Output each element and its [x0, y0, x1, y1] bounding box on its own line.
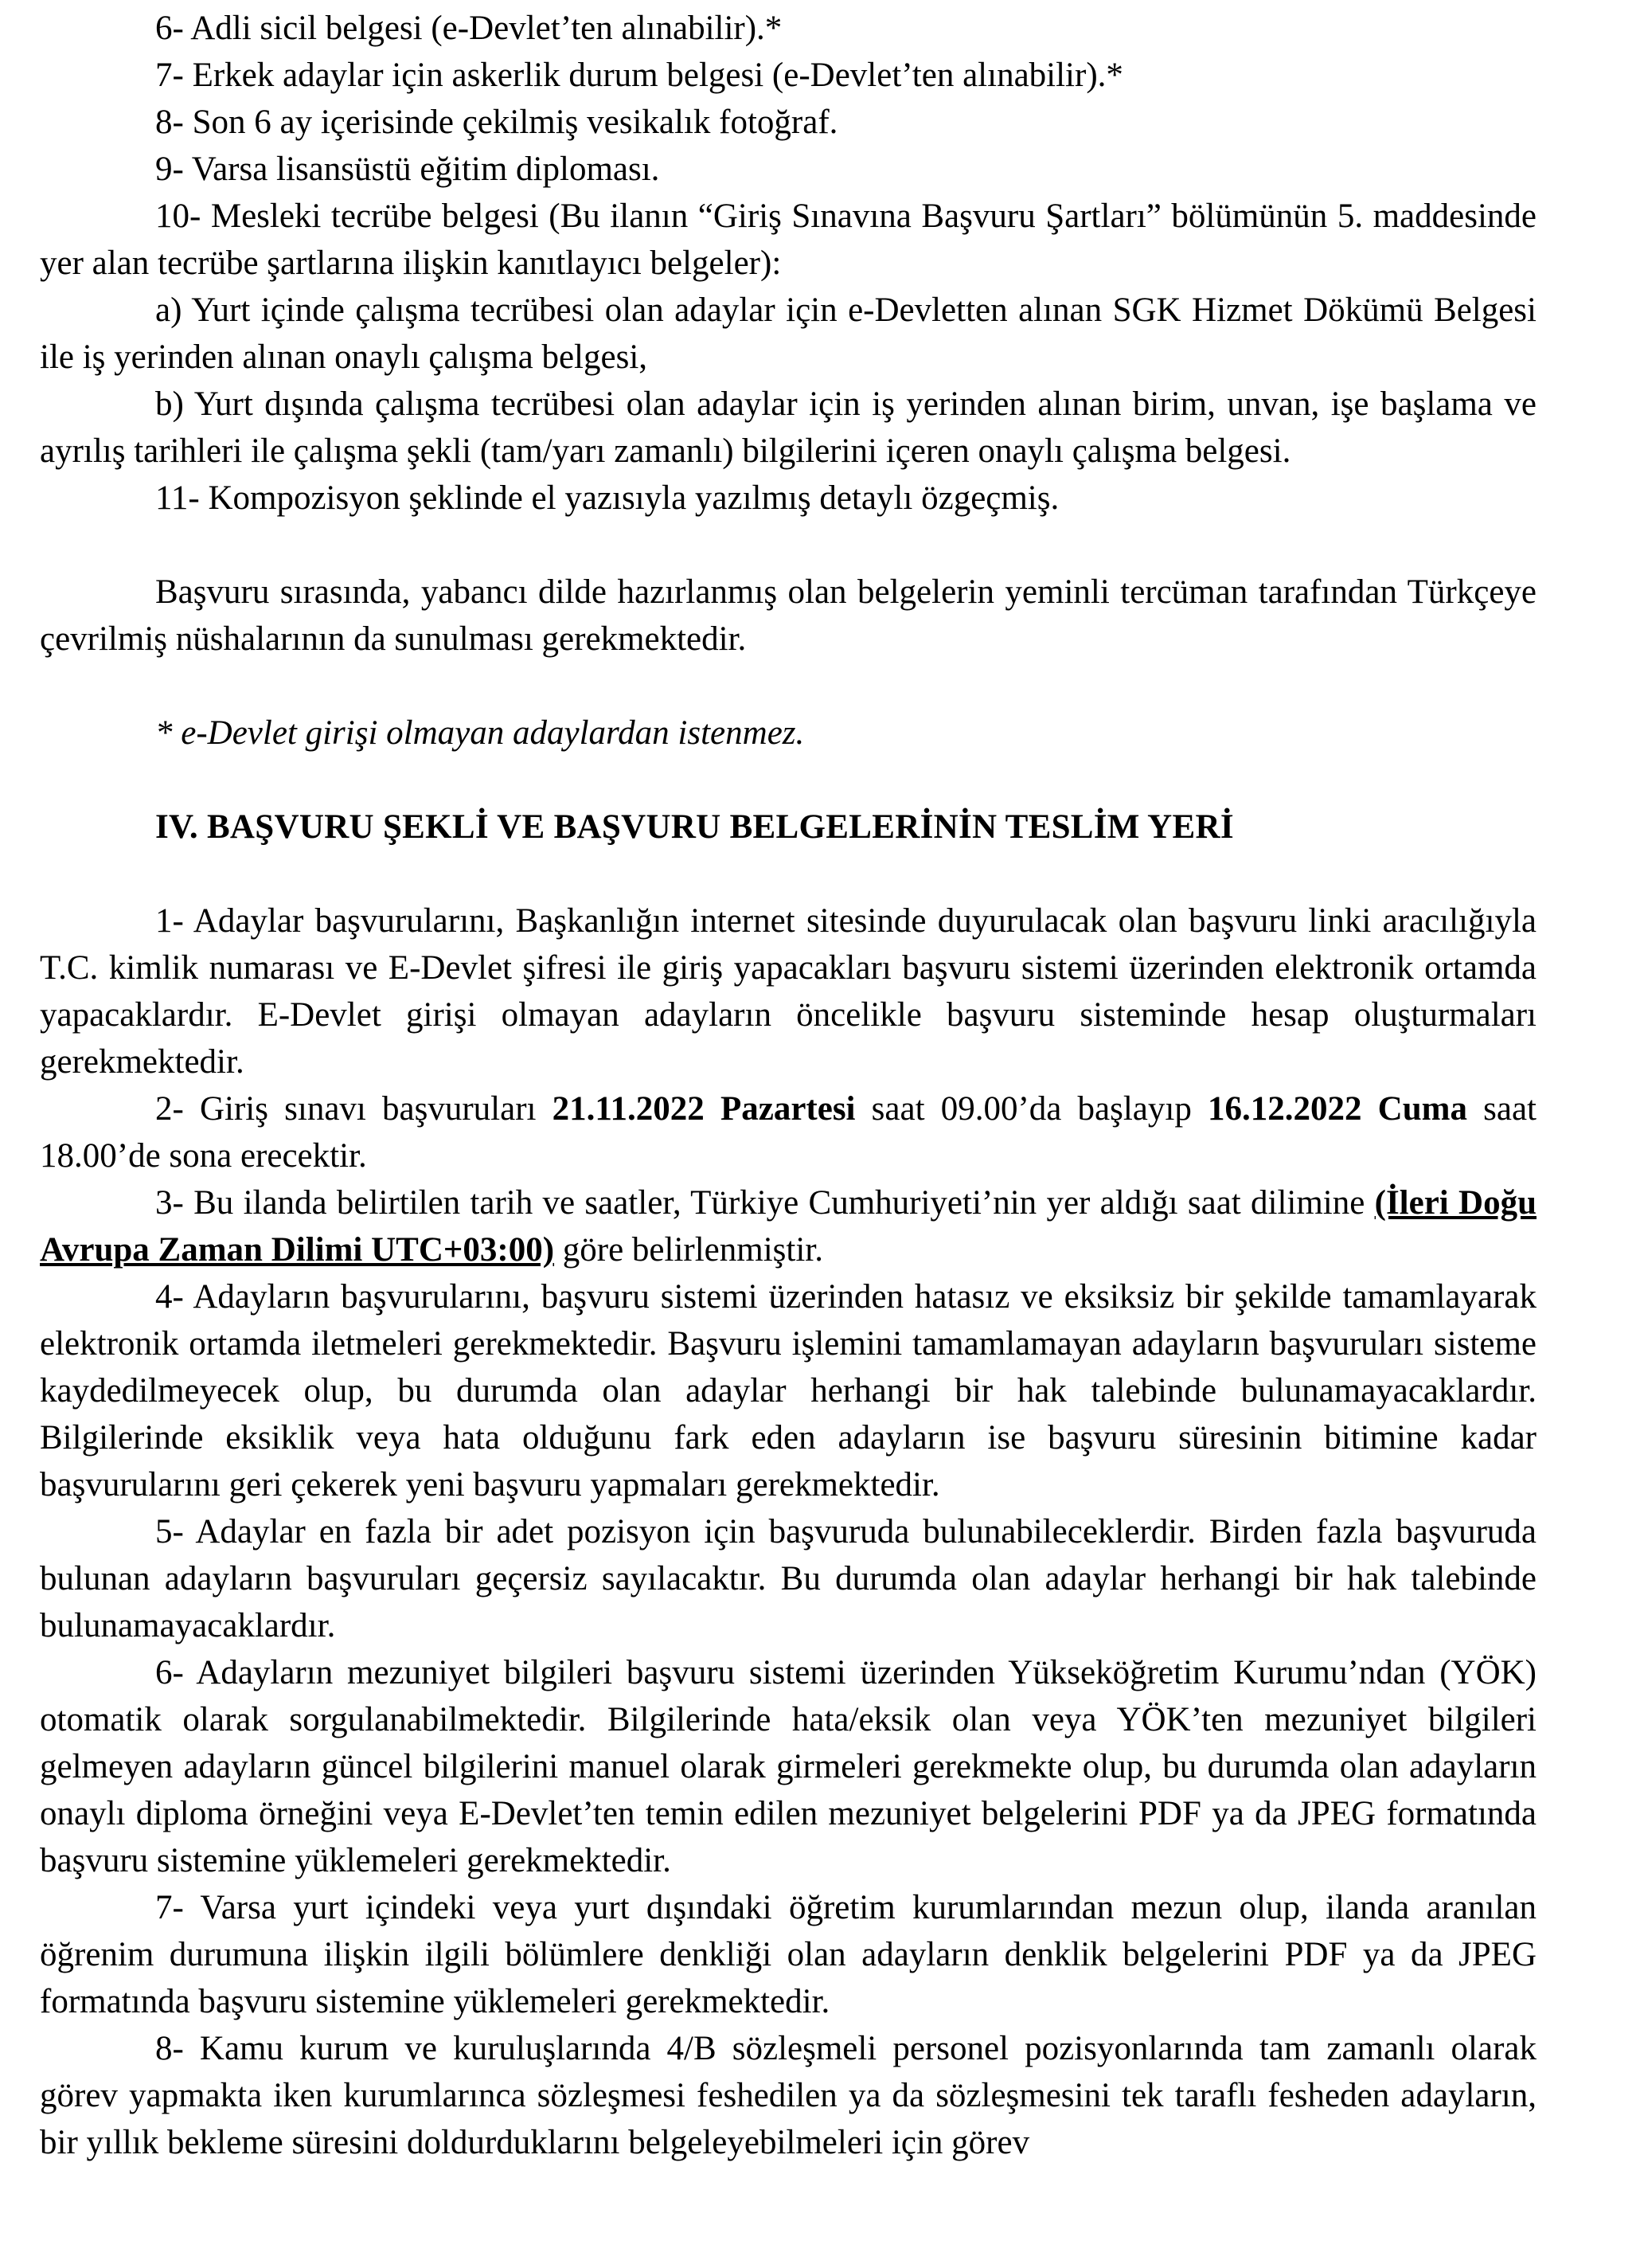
spacer — [40, 663, 1537, 710]
section-item-5: 5- Adaylar en fazla bir adet pozisyon için başvuruda bulunabileceklerdir. Birden fazla başvuruda bulunan adayların başvuruları geçersiz sayılacaktır. Bu durumda olan adaylar herhangi bir hak talebinde bulunamayacaklardır. — [40, 1513, 1537, 1644]
section-item-8: 8- Kamu kurum ve kuruluşlarında 4/B sözleşmeli personel pozisyonlarında tam zamanlı olarak görev yapmakta iken kurumlarınca sözleşmesi feshedilen ya da sözleşmesini tek taraflı fesheden adayların, bir yıllık bekleme süresini doldurduklarını belgeleyebilmeleri için görev — [40, 2030, 1537, 2161]
document-item-10: 10- Mesleki tecrübe belgesi (Bu ilanın “Giriş Sınavına Başvuru Şartları” bölümünün 5. maddesinde yer alan tecrübe şartlarına ilişkin kanıtlayıcı belgeler): — [40, 197, 1537, 282]
document-item-8: 8- Son 6 ay içerisinde çekilmiş vesikalık fotoğraf. — [155, 104, 838, 141]
section-item-4: 4- Adayların başvurularını, başvuru sistemi üzerinden hatasız ve eksiksiz bir şekilde tamamlayarak elektronik ortamda iletmeleri gerekmektedir. Başvuru işlemini tamamlamayan adayların başvuruları sisteme kaydedilmeyecek olup, bu durumda olan adaylar herhangi bir hak talebinde bulunamayacaklardır. Bilgilerinde eksiklik veya hata olduğunu fark eden adayların ise başvuru süresinin bitimine kadar başvurularını geri çekerek yeni başvuru yapmaları gerekmektedir. — [40, 1278, 1537, 1504]
document-item-10b: b) Yurt dışında çalışma tecrübesi olan adaylar için iş yerinden alınan birim, unvan, işe başlama ve ayrılış tarihleri ile çalışma şekli (tam/yarı zamanlı) bilgilerini içeren onaylı çalışma belgesi. — [40, 385, 1537, 470]
document-item-7: 7- Erkek adaylar için askerlik durum belgesi (e-Devlet’ten alınabilir).* — [155, 57, 1123, 94]
spacer — [40, 757, 1537, 804]
document-item-9: 9- Varsa lisansüstü eğitim diploması. — [155, 151, 660, 188]
section-item-7: 7- Varsa yurt içindeki veya yurt dışındaki öğretim kurumlarından mezun olup, ilanda aranılan öğrenim durumuna ilişkin ilgili bölümlere denkliği olan adayların denklik belgelerini PDF ya da JPEG formatında başvuru sistemine yüklemeleri gerekmektedir. — [40, 1889, 1537, 2020]
footnote: * e-Devlet girişi olmayan adaylardan istenmez. — [155, 714, 805, 752]
end-date: 16.12.2022 Cuma — [1208, 1090, 1467, 1128]
section-item-3-text-a: 3- Bu ilanda belirtilen tarih ve saatler, Türkiye Cumhuriyeti’nin yer aldığı saat dilimine — [155, 1184, 1375, 1222]
time-zone: (İleri Doğu Avrupa Zaman Dilimi UTC+03:00) — [40, 1184, 1537, 1269]
section-item-3 — [40, 1179, 1537, 1273]
section-heading: IV. BAŞVURU ŞEKLİ VE BAŞVURU BELGELERİNİN TESLİM YERİ — [155, 808, 1234, 846]
start-date: 21.11.2022 Pazartesi — [552, 1090, 856, 1128]
section-item-1: 1- Adaylar başvurularını, Başkanlığın internet sitesinde duyurulacak olan başvuru linki aracılığıyla T.C. kimlik numarası ve E-Devlet şifresi ile giriş yapacakları başvuru sistemi üzerinden elektronik ortamda yapacaklardır. E-Devlet girişi olmayan adayların öncelikle başvuru sisteminde hesap oluşturmaları gerekmektedir. — [40, 902, 1537, 1081]
section-item-6: 6- Adayların mezuniyet bilgileri başvuru sistemi üzerinden Yükseköğretim Kurumu’ndan (YÖK) otomatik olarak sorgulanabilmektedir. Bilgilerinde hata/eksik olan veya YÖK’ten mezuniyet bilgileri gelmeyen adayların güncel bilgilerini manuel olarak girmeleri gerekmekte olup, bu durumda olan adayların onaylı diploma örneğini veya E-Devlet’ten temin edilen mezuniyet belgelerini PDF ya da JPEG formatında başvuru sistemine yüklemeleri gerekmektedir. — [40, 1654, 1537, 1879]
section-item-2 — [40, 1085, 1537, 1179]
spacer — [40, 522, 1537, 569]
section-item-2-text-a: 2- Giriş sınavı başvuruları — [155, 1090, 553, 1128]
document-item-6: 6- Adli sicil belgesi (e-Devlet’ten alınabilir).* — [155, 10, 783, 47]
document-item-11: 11- Kompozisyon şeklinde el yazısıyla yazılmış detaylı özgeçmiş. — [155, 479, 1060, 517]
document-page — [40, 5, 1537, 2166]
section-item-2-text-c: saat 18.00’de sona erecektir. — [40, 1090, 1537, 1175]
section-item-3-text-b: göre belirlenmiştir. — [554, 1231, 823, 1269]
spacer — [40, 850, 1537, 897]
translation-note: Başvuru sırasında, yabancı dilde hazırlanmış olan belgelerin yeminli tercüman tarafından Türkçeye çevrilmiş nüshalarının da sunulması gerekmektedir. — [40, 573, 1537, 658]
section-item-2-text-b: saat 09.00’da başlayıp — [855, 1090, 1208, 1128]
document-item-10a: a) Yurt içinde çalışma tecrübesi olan adaylar için e-Devletten alınan SGK Hizmet Dökümü Belgesi ile iş yerinden alınan onaylı çalışma belgesi, — [40, 291, 1537, 376]
